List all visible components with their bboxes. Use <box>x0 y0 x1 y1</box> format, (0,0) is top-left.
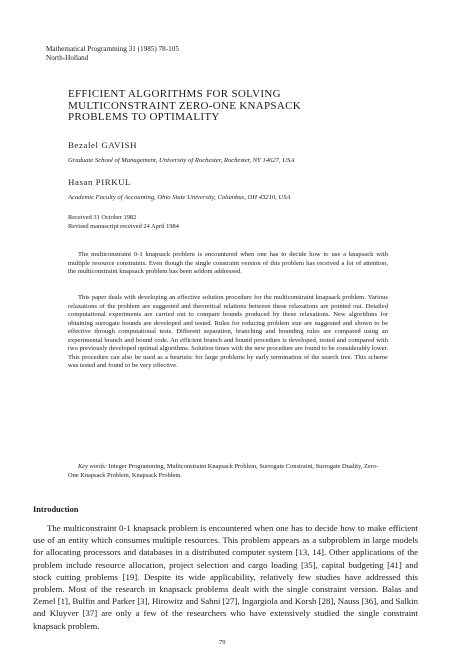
received-dates <box>68 214 179 231</box>
title-line-2: MULTICONSTRAINT ZERO-ONE KNAPSACK <box>68 99 301 112</box>
keywords-label: Key words: <box>78 463 108 470</box>
received-date: Received 31 October 1982 <box>68 214 137 221</box>
title-line-3: PROBLEMS TO OPTIMALITY <box>68 111 220 123</box>
author-name-1: Bezalel GAVISH <box>68 140 138 150</box>
section-heading-introduction: Introduction <box>33 505 79 514</box>
journal-header <box>46 45 179 63</box>
keywords <box>68 463 388 480</box>
title-line-1: EFFICIENT ALGORITHMS FOR SOLVING <box>68 88 281 100</box>
page-number: 79 <box>219 639 226 646</box>
author-affiliation-1: Graduate School of Management, University of Rochester, Rochester, NY 14627, USA <box>68 157 295 164</box>
abstract-paragraph-2: This paper deals with developing an effective solution procedure for the multiconstraint knapsack problem. Various relaxations of the problem are suggested and theoretical relations between these relaxations are pointed out. Detailed computational experiments are carried out to compare bounds produced by these relaxations. New algorithms for obtaining surrogate bounds are developed and tested. Rules for reducing problem size are suggested and shown to be effective through computational tests. Different separation, branching and bounding rules are compared using an experimental branch and bound code. An efficient branch and bound procedure is developed, tested and compared with two previously developed optimal algorithms. Solution times with the new procedure are found to be considerably lower. This procedure can also be used as a heuristic for large problems by early termination of the search tree. This scheme was tested and found to be very effective. <box>68 294 388 370</box>
abstract-paragraph-1: The multiconstraint 0-1 knapsack problem is encountered when one has to decide how to use a knapsack with multiple resource constraints. Even though the single constraint version of this problem has received a lot of attention, the multiconstraint knapsack problem has been seldom addressed. <box>68 251 388 276</box>
revised-date: Revised manuscript received 24 April 1984 <box>68 222 179 230</box>
author-name-2: Hasan PIRKUL <box>68 177 132 187</box>
author-affiliation-2: Academic Faculty of Accounting, Ohio State University, Columbus, OH 43210, USA <box>68 194 291 201</box>
publisher-name: North-Holland <box>46 54 89 62</box>
paper-title <box>68 89 301 124</box>
introduction-paragraph: The multiconstraint 0-1 knapsack problem is encountered when one has to decide how to make efficient use of an entity which consumes multiple resources. This problem appears as a subproblem in large models for allocating processors and databases in a distributed computer system [13, 14]. Other applications of the problem include resource allocation, project selection and cargo loading [35], capital budgeting [41] and stock cutting problems [19]. Despite its wide applicability, relatively few studies have addressed this problem. Most of the research in knapsack problems dealt with the single constraint version. Balas and Zemel [1], Bulfin and Parker [3], Hirowitz and Sahni [27], Ingargiola and Korsh [28], Nauss [36], and Salkin and Kluyver [37] are only a few of the researchers who have extensively studied the single constraint knapsack problem. <box>33 523 418 631</box>
journal-citation: Mathematical Programming 31 (1985) 78-105 <box>46 45 179 53</box>
keywords-text: Integer Programming, Multiconstraint Knapsack Problem, Surrogate Constraint, Surrogate Duality, Zero-One Knapsack Problem, Knapsack Problem. <box>68 463 379 479</box>
